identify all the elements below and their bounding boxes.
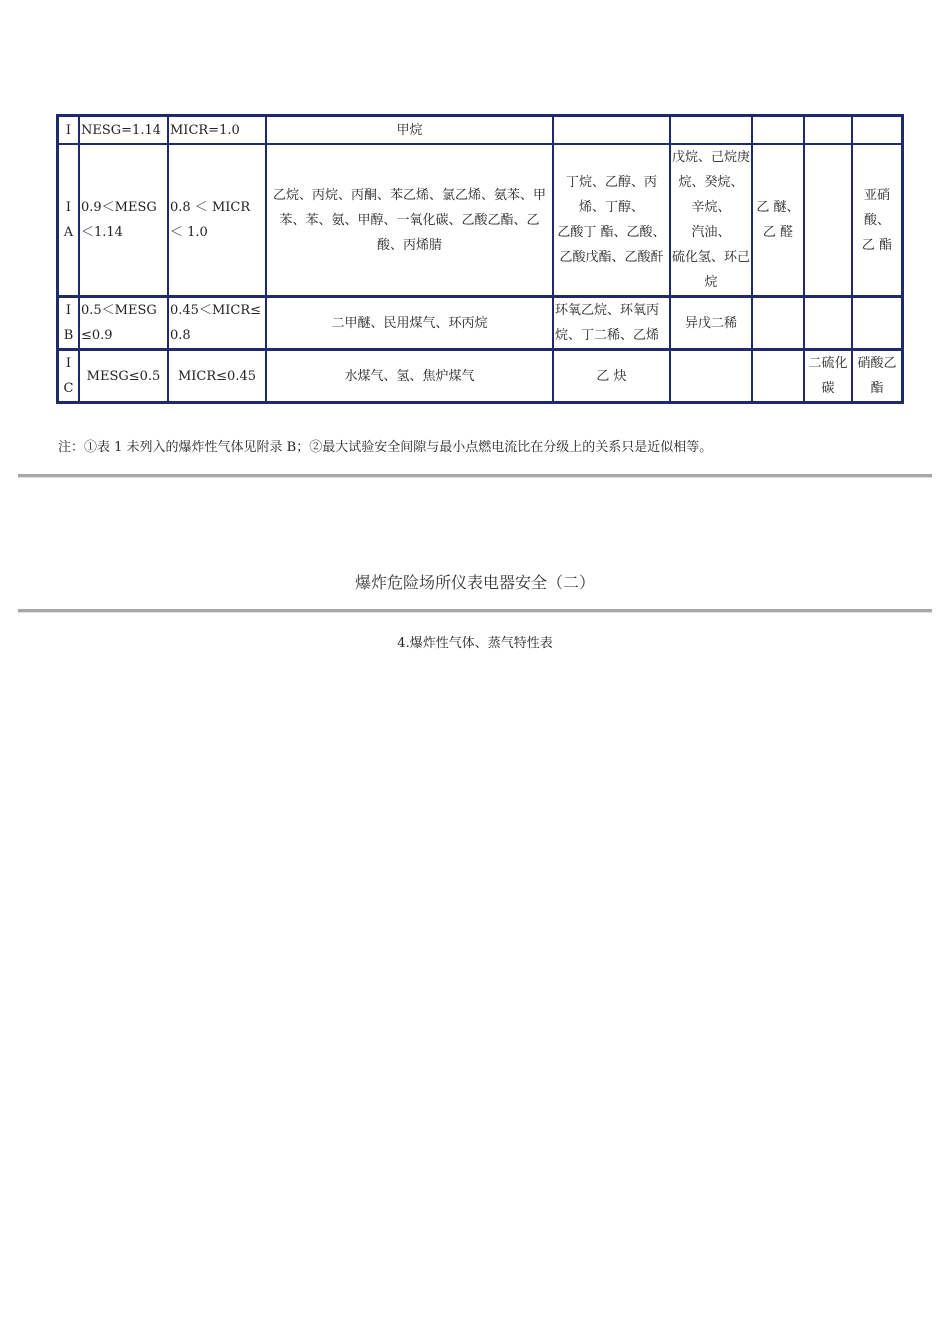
t1-cell: 水煤气、氢、焦炉煤气	[266, 349, 553, 402]
table-row	[58, 296, 902, 349]
t1-cell: 甲烷	[266, 116, 553, 144]
section-title: 爆炸危险场所仪表电器安全（二）	[354, 573, 595, 592]
micr-cell: 0.8 ＜ MICR ＜ 1.0	[168, 144, 266, 296]
horizontal-divider	[18, 609, 932, 613]
t5-cell	[804, 144, 852, 296]
t3-cell: 戊烷、己烷庚烷、癸烷、 辛烷、 汽油、 硫化氢、环己烷	[670, 144, 752, 296]
t4-cell	[752, 349, 804, 402]
table-footnote: 注：①表 1 未列入的爆炸性气体见附录 B；②最大试验安全间隙与最小点燃电流比在分级上的关系只是近似相等。	[58, 440, 713, 455]
t4-cell	[752, 116, 804, 144]
horizontal-divider	[18, 474, 932, 478]
group-cell: Ⅰ C	[58, 349, 79, 402]
micr-cell: 0.45＜MICR≤0.8	[168, 296, 266, 349]
t2-cell	[553, 116, 670, 144]
t6-cell: 硝酸乙酯	[852, 349, 902, 402]
t6-cell	[852, 296, 902, 349]
t3-cell	[670, 349, 752, 402]
t2-cell: 乙 炔	[553, 349, 670, 402]
t5-cell	[804, 116, 852, 144]
table-row	[58, 349, 902, 402]
t2-cell: 环氧乙烷、环氧丙烷、丁二稀、乙烯	[553, 296, 670, 349]
t2-cell: 丁烷、乙醇、丙烯、丁醇、 乙酸丁 酯、乙酸、乙酸戊酯、乙酸酐	[553, 144, 670, 296]
t5-cell: 二硫化碳	[804, 349, 852, 402]
group-cell: Ⅰ A	[58, 144, 79, 296]
mesg-cell: 0.9＜MESG＜1.14	[79, 144, 168, 296]
mesg-cell: 0.5＜MESG≤0.9	[79, 296, 168, 349]
mesg-cell: MESG≤0.5	[79, 349, 168, 402]
group-cell: Ⅰ B	[58, 296, 79, 349]
mesg-cell: NESG=1.14	[79, 116, 168, 144]
t3-cell	[670, 116, 752, 144]
t6-cell	[852, 116, 902, 144]
t5-cell	[804, 296, 852, 349]
table-row	[58, 144, 902, 296]
t1-cell: 二甲醚、民用煤气、环丙烷	[266, 296, 553, 349]
group-cell: Ⅰ	[58, 116, 79, 144]
t4-cell	[752, 296, 804, 349]
table-row	[58, 116, 902, 144]
t6-cell: 亚硝 酸、 乙 酯	[852, 144, 902, 296]
gas-classification-table	[56, 114, 904, 404]
micr-cell: MICR≤0.45	[168, 349, 266, 402]
sub-title: 4.爆炸性气体、蒸气特性表	[397, 636, 553, 651]
t4-cell: 乙 醚、 乙 醛	[752, 144, 804, 296]
t3-cell: 异戊二稀	[670, 296, 752, 349]
t1-cell: 乙烷、丙烷、丙酮、苯乙烯、氯乙烯、氨苯、甲苯、苯、氨、甲醇、一氧化碳、乙酸乙酯、乙酸、丙烯腈	[266, 144, 553, 296]
micr-cell: MICR=1.0	[168, 116, 266, 144]
